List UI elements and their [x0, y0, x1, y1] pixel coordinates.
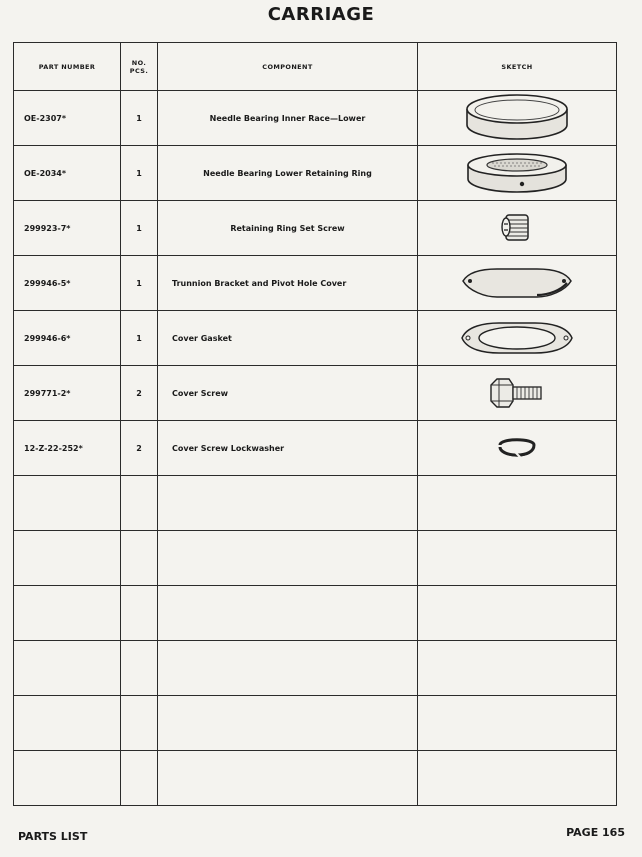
- qty-cell: 2: [121, 366, 158, 421]
- table-row: [14, 201, 617, 256]
- component-cell: Cover Screw: [158, 366, 418, 421]
- sketch-cell: [418, 91, 617, 146]
- bearing-race-icon: [462, 93, 572, 143]
- component-cell: Cover Gasket: [158, 311, 418, 366]
- component-cell: Trunnion Bracket and Pivot Hole Cover: [158, 256, 418, 311]
- table-row: [14, 421, 617, 476]
- header-qty: [121, 43, 158, 91]
- sketch-cell: [418, 201, 617, 256]
- empty-row: [14, 641, 617, 696]
- table-row: [14, 91, 617, 146]
- qty-cell: 1: [121, 91, 158, 146]
- part-number-cell: 299771-2*: [14, 366, 121, 421]
- part-number-cell: 299946-6*: [14, 311, 121, 366]
- sketch-cell: [418, 311, 617, 366]
- table-row: [14, 366, 617, 421]
- set-screw-icon: [497, 210, 537, 246]
- page-title: CARRIAGE: [267, 4, 375, 25]
- qty-cell: 1: [121, 311, 158, 366]
- component-cell: Needle Bearing Inner Race—Lower: [158, 91, 418, 146]
- hex-bolt-icon: [487, 375, 547, 411]
- qty-cell: 2: [121, 421, 158, 476]
- empty-row: [14, 696, 617, 751]
- table-row: [14, 311, 617, 366]
- parts-table: [13, 42, 617, 806]
- empty-row: [14, 476, 617, 531]
- sketch-cell: [418, 421, 617, 476]
- header-qty-line2: PCS.: [129, 66, 149, 75]
- sketch-cell: [418, 146, 617, 201]
- header-qty-line1: NO.: [131, 58, 147, 67]
- table-header-row: [14, 43, 617, 91]
- table-row: [14, 256, 617, 311]
- parts-table-sheet: [13, 42, 616, 816]
- part-number-cell: OE-2307*: [14, 91, 121, 146]
- component-cell: Cover Screw Lockwasher: [158, 421, 418, 476]
- table-row: [14, 146, 617, 201]
- gasket-icon: [457, 316, 577, 360]
- sketch-cell: [418, 366, 617, 421]
- header-component: COMPONENT: [158, 43, 418, 91]
- empty-row: [14, 586, 617, 641]
- component-cell: Retaining Ring Set Screw: [158, 201, 418, 256]
- qty-cell: 1: [121, 146, 158, 201]
- retaining-ring-icon: [462, 151, 572, 195]
- footer-parts-list: PARTS LIST: [18, 830, 88, 843]
- lockwasher-icon: [492, 433, 542, 463]
- empty-row: [14, 531, 617, 586]
- qty-cell: 1: [121, 201, 158, 256]
- part-number-cell: 299946-5*: [14, 256, 121, 311]
- header-sketch: SKETCH: [418, 43, 617, 91]
- footer-page-number: PAGE 165: [566, 826, 625, 839]
- cover-plate-icon: [457, 263, 577, 303]
- component-cell: Needle Bearing Lower Retaining Ring: [158, 146, 418, 201]
- part-number-cell: 299923-7*: [14, 201, 121, 256]
- empty-row: [14, 751, 617, 806]
- part-number-cell: 12-Z-22-252*: [14, 421, 121, 476]
- header-part-number: PART NUMBER: [14, 43, 121, 91]
- part-number-cell: OE-2034*: [14, 146, 121, 201]
- qty-cell: 1: [121, 256, 158, 311]
- sketch-cell: [418, 256, 617, 311]
